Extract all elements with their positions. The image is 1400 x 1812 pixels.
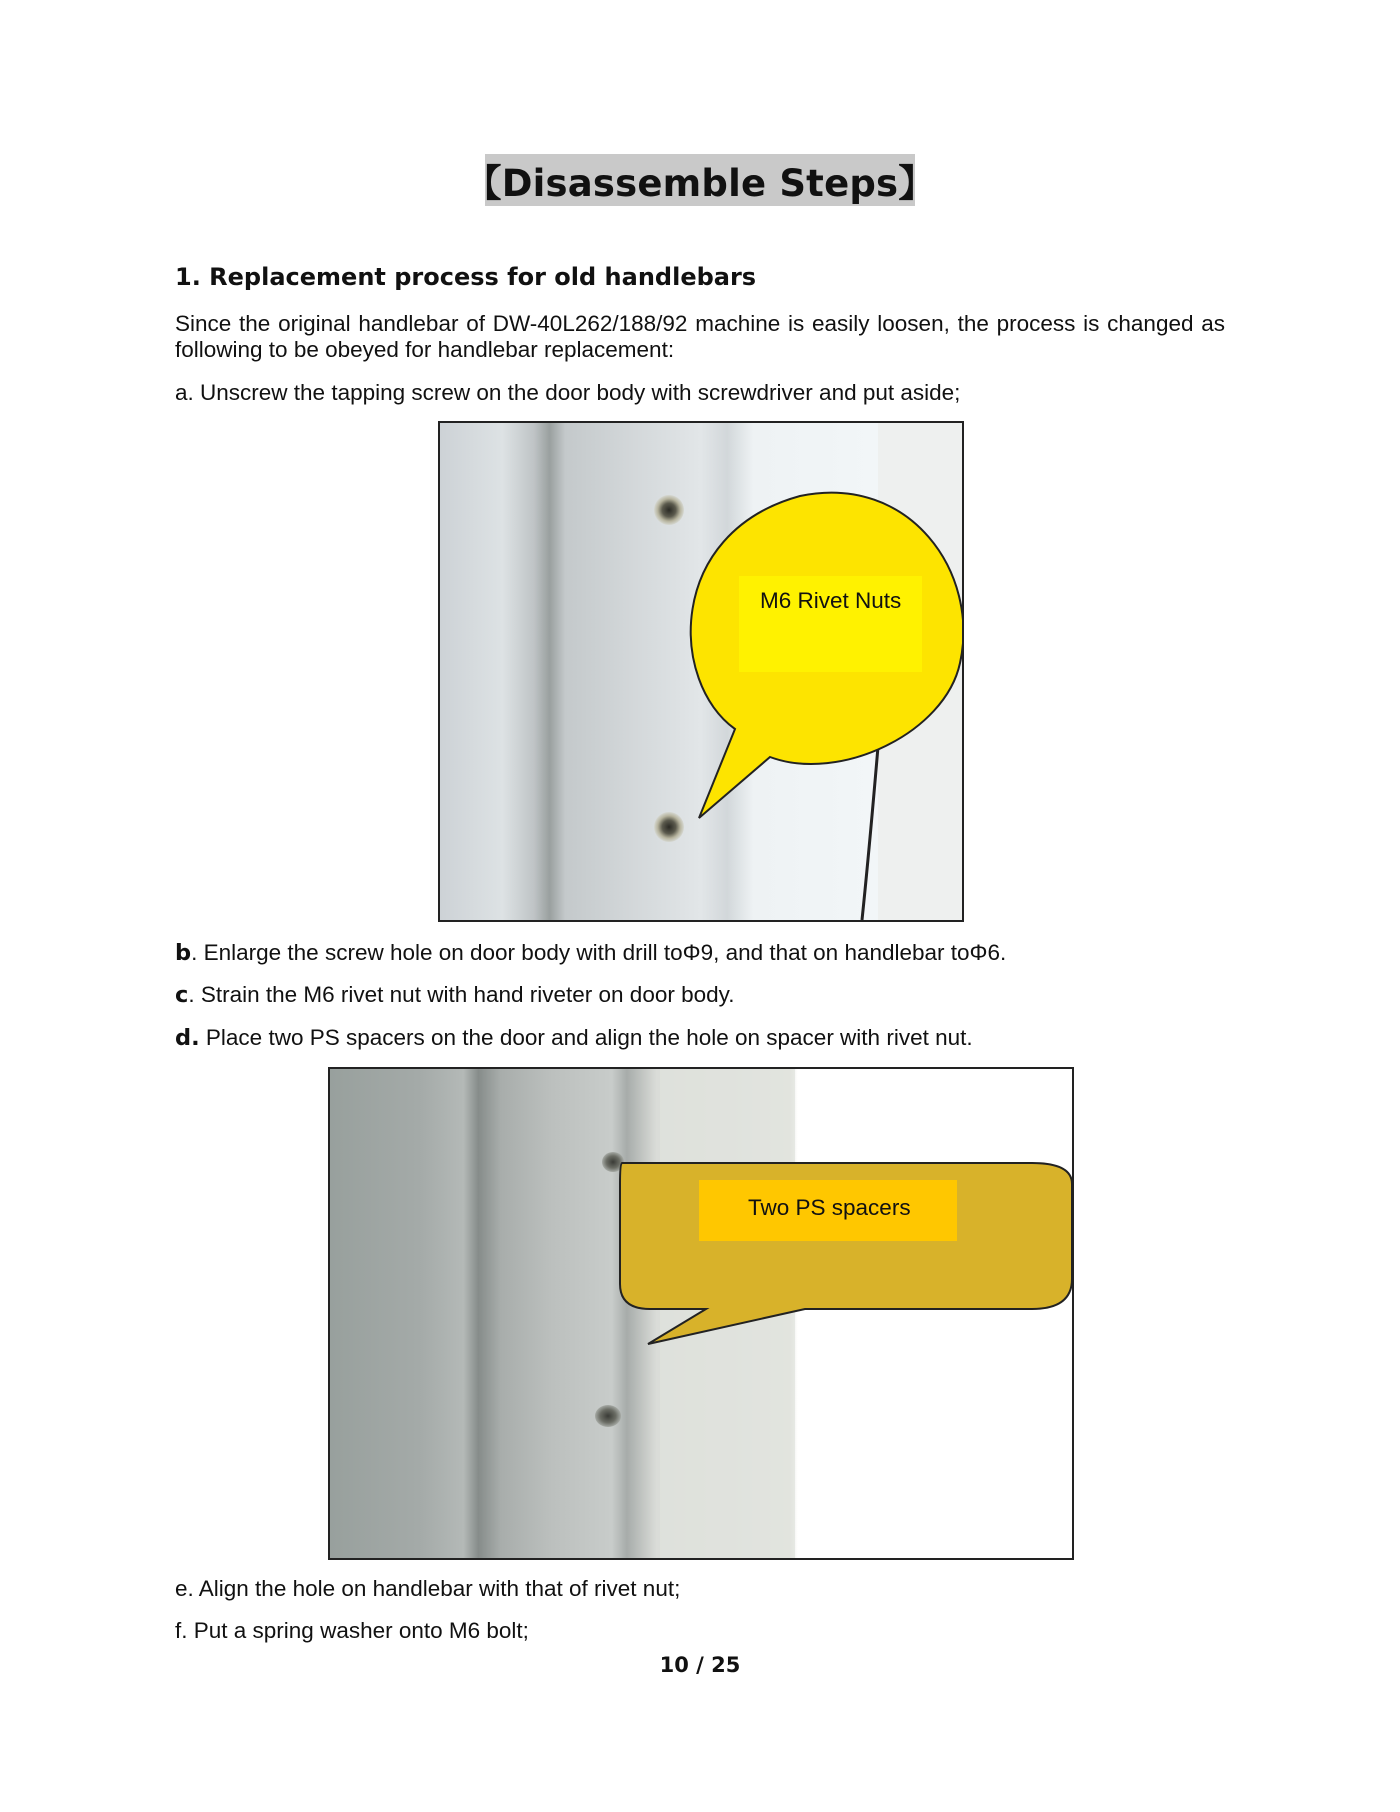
step-b-text: . Enlarge the screw hole on door body with drill toΦ9, and that on handlebar toΦ6.: [191, 940, 1007, 965]
page-title: 【Disassemble Steps】: [464, 162, 936, 205]
step-d: [175, 1025, 973, 1051]
step-f: f. Put a spring washer onto M6 bolt;: [175, 1618, 529, 1643]
spacers-photo: [328, 1067, 1074, 1560]
step-c-marker: c: [175, 982, 189, 1008]
step-b: [175, 940, 1006, 966]
rivet-hole-top: [654, 495, 684, 525]
page-title-box: [464, 154, 936, 206]
section-heading: 1. Replacement process for old handlebars: [175, 263, 757, 291]
step-a: a. Unscrew the tapping screw on the door body with screwdriver and put aside;: [175, 380, 961, 405]
step-c-text: . Strain the M6 rivet nut with hand riveter on door body.: [188, 982, 735, 1007]
step-c: [175, 982, 734, 1008]
step-d-text: Place two PS spacers on the door and align the hole on spacer with rivet nut.: [199, 1025, 973, 1050]
spacers-photo-art: [330, 1069, 1072, 1558]
page-number: 10 / 25: [659, 1653, 741, 1677]
spacer-hole-bottom: [595, 1405, 621, 1427]
spacers-callout-label: Two PS spacers: [748, 1195, 911, 1220]
step-b-marker: b: [175, 940, 192, 966]
step-d-marker: d.: [175, 1025, 200, 1051]
rivet-hole-bottom: [654, 812, 684, 842]
rivet-nuts-photo: [438, 421, 964, 922]
step-e: e. Align the hole on handlebar with that of rivet nut;: [175, 1576, 681, 1601]
intro-paragraph: Since the original handlebar of DW-40L262/188/92 machine is easily loosen, the process is changed as following to be obeyed for handlebar replacement:: [175, 311, 1225, 362]
rivet-callout-label: M6 Rivet Nuts: [760, 588, 902, 613]
rivet-nuts-photo-art: [440, 423, 962, 920]
